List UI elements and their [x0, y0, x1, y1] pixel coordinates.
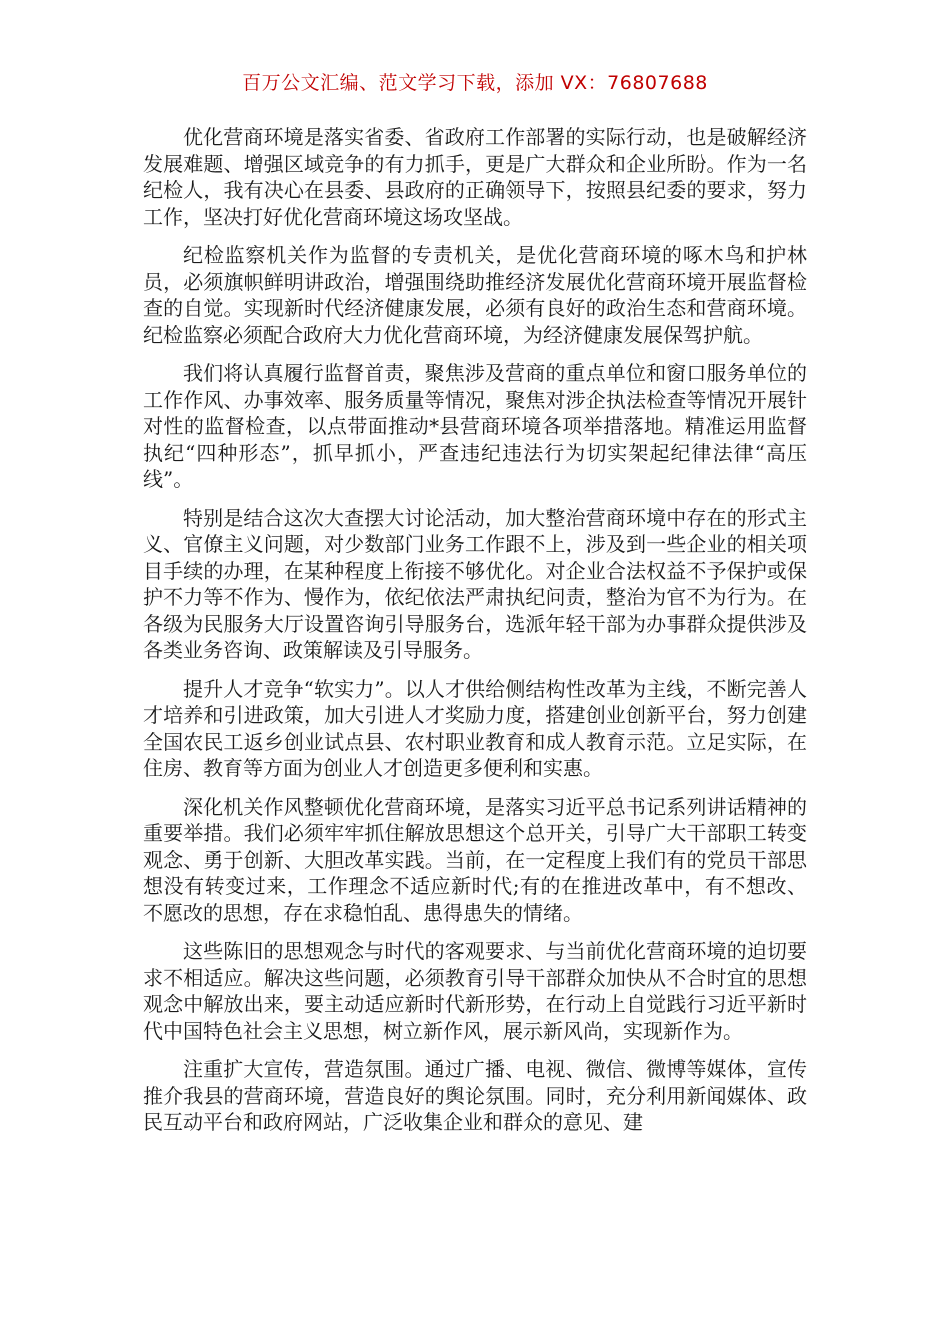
page-header-watermark: 百万公文汇编、范文学习下载，添加 VX：76807688 — [242, 72, 708, 94]
paragraph: 纪检监察机关作为监督的专责机关，是优化营商环境的啄木鸟和护林员，必须旗帜鲜明讲政治，增强围绕助推经济发展优化营商环境开展监督检查的自觉。实现新时代经济健康发展，必须有良好的政治生态和营商环境。纪检监察必须配合政府大力优化营商环境，为经济健康发展保驾护航。 — [143, 243, 807, 347]
paragraph: 我们将认真履行监督首责，聚焦涉及营商的重点单位和窗口服务单位的工作作风、办事效率、服务质量等情况，聚焦对涉企执法检查等情况开展针对性的监督检查，以点带面推动*县营商环境各项举措落地。精准运用监督执纪“四种形态”，抓早抓小，严查违纪违法行为切实架起纪律法律“高压线”。 — [143, 361, 807, 491]
paragraph: 深化机关作风整顿优化营商环境，是落实习近平总书记系列讲话精神的重要举措。我们必须牢牢抓住解放思想这个总开关，引导广大干部职工转变观念、勇于创新、大胆改革实践。当前，在一定程度上我们有的党员干部思想没有转变过来，工作理念不适应新时代;有的在推进改革中，有不想改、不愿改的思想，存在求稳怕乱、患得患失的情绪。 — [143, 794, 807, 925]
paragraph: 特别是结合这次大查摆大讨论活动，加大整治营商环境中存在的形式主义、官僚主义问题，对少数部门业务工作跟不上，涉及到一些企业的相关项目手续的办理，在某种程度上衔接不够优化。对企业合法权益不予保护或保护不力等不作为、慢作为，依纪依法严肃执纪问责，整治为官不为行为。在各级为民服务大厅设置咨询引导服务台，选派年轻干部为办事群众提供涉及各类业务咨询、政策解读及引导服务。 — [143, 505, 807, 662]
paragraph: 优化营商环境是落实省委、省政府工作部署的实际行动，也是破解经济发展难题、增强区域竞争的有力抓手，更是广大群众和企业所盼。作为一名纪检人，我有决心在县委、县政府的正确领导下，按照县纪委的要求，努力工作，坚决打好优化营商环境这场攻坚战。 — [143, 125, 807, 229]
paragraph: 这些陈旧的思想观念与时代的客观要求、与当前优化营商环境的迫切要求不相适应。解决这些问题，必须教育引导干部群众加快从不合时宜的思想观念中解放出来，要主动适应新时代新形势，在行动上自觉践行习近平新时代中国特色社会主义思想，树立新作风，展示新风尚，实现新作为。 — [143, 939, 807, 1043]
document-body — [143, 124, 807, 1148]
paragraph: 注重扩大宣传，营造氛围。通过广播、电视、微信、微博等媒体，宣传推介我县的营商环境，营造良好的舆论氛围。同时，充分利用新闻媒体、政民互动平台和政府网站，广泛收集企业和群众的意见、建 — [143, 1057, 807, 1134]
paragraph: 提升人才竞争“软实力”。以人才供给侧结构性改革为主线，不断完善人才培养和引进政策，加大引进人才奖励力度，搭建创业创新平台，努力创建全国农民工返乡创业试点县、农村职业教育和成人教育示范。立足实际，在住房、教育等方面为创业人才创造更多便利和实惠。 — [143, 676, 807, 780]
